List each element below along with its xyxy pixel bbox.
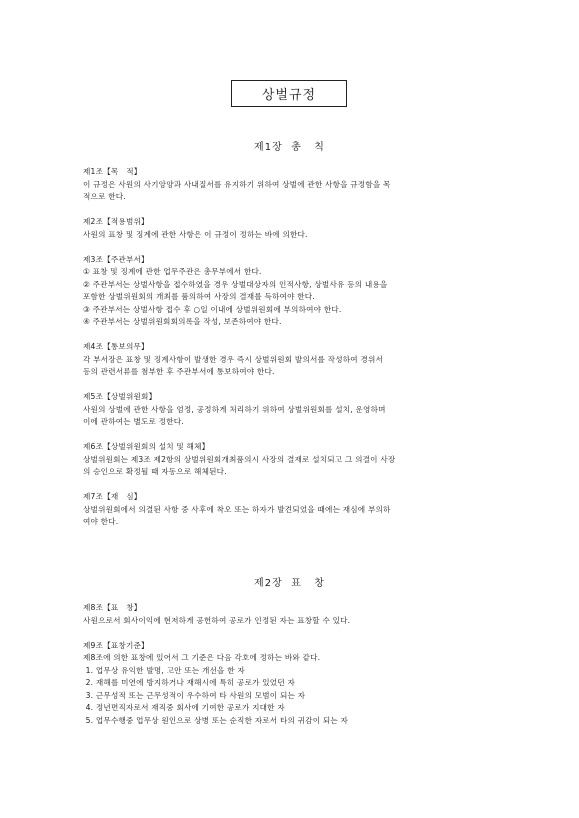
article-text-line: 각 부서장은 표창 및 징계사항이 발생한 경우 즉시 상벌위원회 발의서를 작성하여 경위서 <box>83 354 384 364</box>
article-text-line: 등의 관련서류를 첨부한 후 주관부서에 통보하여야 한다. <box>83 367 275 376</box>
article-heading: 제7조【재 심】 <box>83 492 142 501</box>
article-spacer <box>83 241 503 254</box>
article-text-line: 1. 업무상 유익한 발명, 고안 또는 개선을 한 자 <box>83 665 245 675</box>
document-title: 상벌규정 <box>231 80 347 107</box>
article-text-line: 이에 관하여는 별도로 정한다. <box>83 417 184 426</box>
article <box>83 391 503 429</box>
article-text-line: 사원의 상벌에 관한 사항을 엄정, 공정하게 처리하기 위하여 상벌위원회를 설치, 운영하며 <box>83 404 386 414</box>
article-text-line: 이 규정은 사원의 사기앙양과 사내질서를 유지하기 위하여 상벌에 관한 사항을 규정함을 목 <box>83 179 391 189</box>
article-heading: 제5조【상벌위원회】 <box>83 392 157 401</box>
article-text-line: 4. 정년면직자로서 재직중 회사에 기여한 공로가 지대한 자 <box>83 703 285 712</box>
article <box>83 166 503 204</box>
article-text-line: 상벌위원회에서 의결된 사항 중 사후에 착오 또는 하자가 발견되었을 때에는 재심에 부의하 <box>83 504 391 514</box>
article-heading: 제2조【적용범위】 <box>83 217 149 226</box>
article-spacer <box>83 479 503 492</box>
article-heading: 제4조【통보의무】 <box>83 342 149 351</box>
article-spacer <box>83 379 503 392</box>
article-spacer <box>83 329 503 342</box>
article-text-line: 사원의 표창 및 징계에 관한 사항은 이 규정이 정하는 바에 의한다. <box>83 229 308 239</box>
article-text-line: 포함한 상벌위원회의 개최를 품의하여 사장의 결재를 득하여야 한다. <box>83 292 315 301</box>
article-heading: 제9조【표창기준】 <box>83 640 149 650</box>
chapter-2-articles <box>83 602 503 727</box>
article-heading: 제6조【상벌위원회의 설치 및 해체】 <box>83 442 210 451</box>
article-text-line: 상벌위원회는 제3조 제2항의 상벌위원회개최품의시 사장의 결재로 설치되고 그 의결이 사장 <box>83 454 396 464</box>
article-spacer <box>83 627 503 640</box>
article-spacer <box>83 204 503 217</box>
article <box>83 491 503 529</box>
article <box>83 341 503 379</box>
article-spacer <box>83 429 503 442</box>
chapter-2-heading: 제2장 표 창 <box>254 578 325 589</box>
chapter-1-heading: 제1장 총 칙 <box>254 142 325 153</box>
article <box>83 216 503 241</box>
article-heading: 제8조【표 창】 <box>83 603 142 612</box>
article-text-line: ④ 주관부서는 상벌위원회회의록을 작성, 보존하여야 한다. <box>83 317 282 326</box>
article <box>83 254 503 329</box>
article-text-line: ② 주관부서는 상벌사항을 접수하였을 경우 상벌대상자의 인적사항, 상벌사유 등의 내용을 <box>83 279 388 289</box>
article-text-line: 적으로 한다. <box>83 192 126 201</box>
article-text-line: 5. 업무수행중 업무상 원인으로 상병 또는 순직한 자로서 타의 귀감이 되는 자 <box>83 715 349 725</box>
article-text-line: 2. 재해를 미연에 방지하거나 재해시에 특히 공로가 있었던 자 <box>83 678 296 687</box>
article-text-line: ① 표창 및 징계에 관한 업무주관은 총무부에서 한다. <box>83 267 262 276</box>
article <box>83 640 503 728</box>
article-heading: 제1조【목 적】 <box>83 167 142 176</box>
article-text-line: 의 승인으로 확정될 때 자동으로 해체된다. <box>83 467 227 476</box>
chapter-1-articles <box>83 166 503 529</box>
article-text-line: 제8조에 의한 표창에 있어서 그 기준은 다음 각호에 정하는 바와 같다. <box>83 653 321 662</box>
article-heading: 제3조【주관부서】 <box>83 254 149 264</box>
article-text-line: 3. 근무성적 또는 근무성적이 우수하여 타 사원의 모범이 되는 자 <box>83 690 306 700</box>
article-text-line: 여야 한다. <box>83 517 119 526</box>
article <box>83 441 503 479</box>
article <box>83 602 503 627</box>
article-text-line: ③ 주관부서는 상벌사항 접수 후 ○일 이내에 상벌위원회에 부의하여야 한다. <box>83 304 342 314</box>
article-text-line: 사원으로서 회사이익에 현저하게 공헌하여 공로가 인정된 자는 표창할 수 있다. <box>83 615 351 625</box>
